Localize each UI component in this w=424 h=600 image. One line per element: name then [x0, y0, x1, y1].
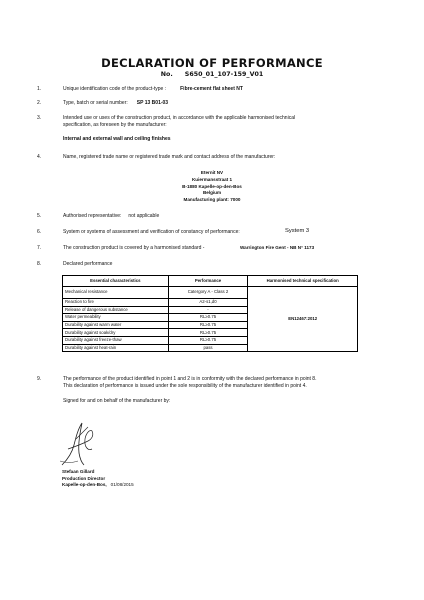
signer-name: Stefaan Gillard	[62, 469, 95, 474]
manufacturer-name: Eternit NV	[200, 170, 224, 175]
item-body	[63, 86, 243, 93]
signer-place-date	[62, 482, 134, 489]
characteristic-cell: Durability against soak/dry	[63, 329, 169, 337]
item-number: 4.	[37, 154, 42, 160]
item-body	[63, 100, 168, 107]
item-label: Type, batch or serial number:	[63, 100, 128, 106]
manufacturing-plant: Manufacturing plant: 7000	[183, 197, 241, 203]
document-number	[0, 71, 424, 78]
item-body	[63, 213, 159, 220]
characteristic-cell: Durability against warm water	[63, 321, 169, 329]
performance-cell: Catergory A - Class 2	[168, 287, 248, 299]
notified-body-value: Warrington Fire Gent - NB N° 1173	[240, 245, 315, 250]
signer-block	[62, 469, 134, 489]
column-header: Performance	[168, 276, 248, 287]
manufacturer-street: Kuiermansstraat 1	[191, 176, 233, 182]
performance-table	[62, 275, 358, 352]
number-label: No.	[160, 71, 173, 78]
manufacturer-city: B-1880 Kapelle-op-den-Bos	[182, 183, 242, 189]
characteristic-cell: Durability against heat-rain	[63, 344, 169, 352]
performance-cell: RL≥0.75	[168, 314, 248, 322]
performance-cell: -	[168, 306, 248, 314]
item-number: 7.	[37, 245, 42, 251]
item-line: This declaration of performance is issued under the sole responsibility of the manufacturer identified in point 4.	[63, 383, 307, 389]
batch-number-value: SP 13 B01-03	[136, 100, 169, 106]
document-title: DECLARATION OF PERFORMANCE	[101, 56, 323, 70]
column-header: Essential characteristics	[63, 276, 169, 287]
spec-cell: EN12467:2012	[248, 287, 358, 352]
item-number: 1.	[37, 86, 42, 92]
performance-cell: RL≥0.75	[168, 329, 248, 337]
item-number: 3.	[37, 115, 42, 121]
system-value: System 3	[285, 228, 310, 234]
item-line: The performance of the product identified in point 1 and 2 is in conformity with the declared performance in point 8.	[63, 376, 317, 382]
signer-date: 01/08/2015	[110, 482, 134, 488]
item-number: 8.	[37, 261, 42, 267]
product-type-value: Fibre-cement flat sheet NT	[180, 86, 243, 92]
characteristic-cell: Water permeability	[63, 314, 169, 322]
item-label: Declared performance	[63, 261, 113, 267]
performance-cell: RL≥0.75	[168, 336, 248, 344]
item-label: Name, registered trade name or registered trade mark and contact address of the manufacturer:	[63, 154, 276, 160]
performance-cell: RL≥0.75	[168, 321, 248, 329]
characteristic-cell: Reaction to fire	[63, 299, 169, 307]
item-label: The construction product is covered by a harmonised standard -	[63, 245, 205, 251]
column-header: Harmonised technical specification	[248, 276, 358, 287]
signed-statement: Signed for and on behalf of the manufacturer by:	[63, 398, 171, 404]
table-header-row	[63, 276, 358, 287]
characteristic-cell: Release of dangerous substance	[63, 306, 169, 314]
performance-cell: pass	[168, 344, 248, 352]
signer-place: Kapelle-op-den-Bos,	[62, 482, 107, 488]
item-number: 6.	[37, 229, 42, 235]
intended-use-value: Internal and external wall and ceiling finishes	[63, 136, 171, 142]
characteristic-cell: Mechanical resistance	[63, 287, 169, 299]
representative-value: not applicable	[128, 213, 160, 219]
manufacturer-address	[0, 170, 424, 204]
manufacturer-country: Belgium	[202, 190, 222, 196]
item-line: specification, as foreseen by the manufacturer:	[63, 122, 167, 128]
item-line: Intended use or uses of the construction product, in accordance with the applicable harmonised technical	[63, 115, 296, 121]
item-number: 9.	[37, 376, 42, 382]
signer-title: Production Director	[62, 475, 106, 481]
item-label: Authorised representative:	[63, 213, 122, 219]
item-number: 5.	[37, 213, 42, 219]
item-label: System or systems of assessment and verification of constancy of performance:	[63, 229, 240, 235]
signature-image	[58, 419, 98, 471]
characteristic-cell: Durability against freeze-thaw	[63, 336, 169, 344]
number-value: S650_01_107-159_V01	[184, 71, 264, 78]
item-number: 2.	[37, 100, 42, 106]
performance-cell: A2-s1,d0	[168, 299, 248, 307]
table-row	[63, 287, 358, 299]
item-label: Unique identification code of the product-type :	[63, 86, 167, 92]
